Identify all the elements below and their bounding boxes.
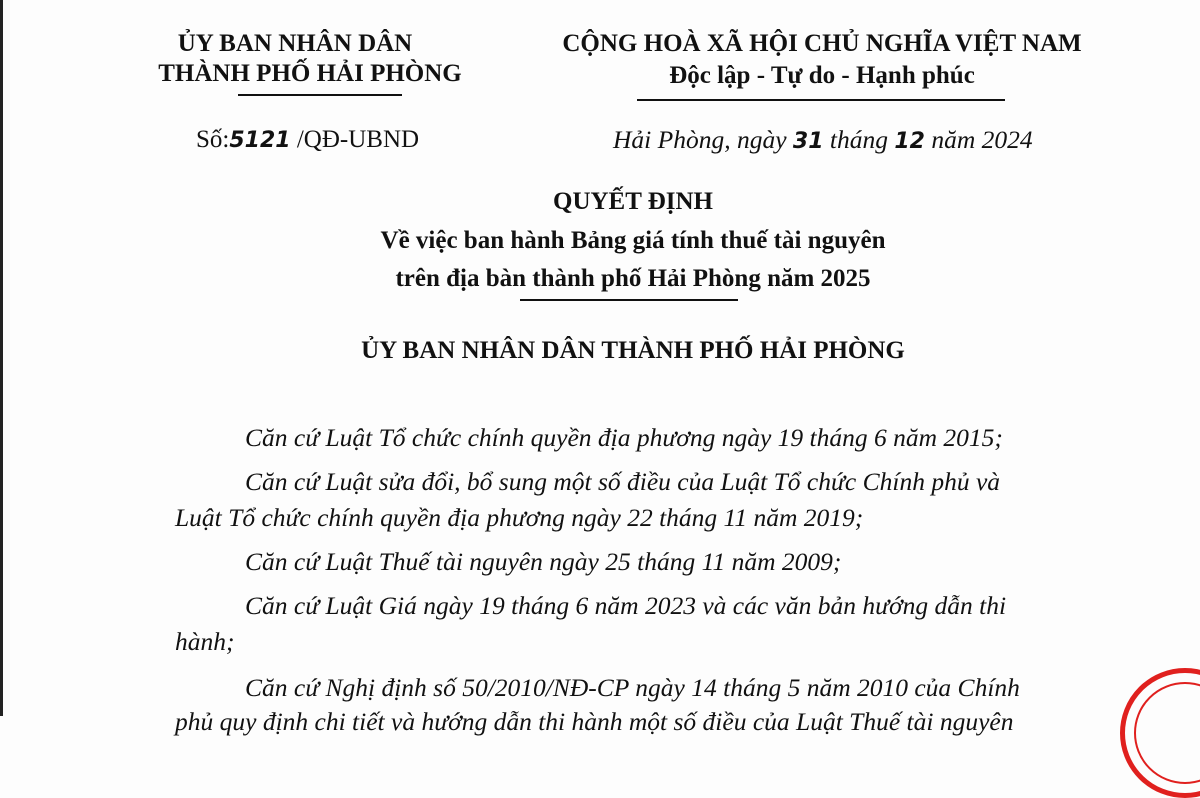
number-prefix: Số:	[196, 126, 230, 153]
subtitle-underline	[520, 299, 738, 301]
national-motto: Độc lập - Tự do - Hạnh phúc	[669, 62, 975, 89]
body-line: Luật Tổ chức chính quyền địa phương ngày 22 tháng 11 năm 2019;	[175, 503, 864, 532]
decision-heading: QUYẾT ĐỊNH	[553, 188, 713, 215]
agency-underline	[238, 94, 402, 96]
body-line: Căn cứ Luật sửa đổi, bổ sung một số điều của Luật Tổ chức Chính phủ và	[245, 467, 1001, 496]
document-number	[196, 126, 419, 154]
scan-edge	[0, 0, 3, 716]
number-suffix: /QĐ-UBND	[290, 126, 420, 153]
year-text: năm 2024	[925, 125, 1033, 154]
number-handwritten: 5121	[229, 128, 291, 153]
day-handwritten: 31	[792, 129, 824, 154]
body-line: Căn cứ Luật Tổ chức chính quyền địa phương ngày 19 tháng 6 năm 2015;	[245, 423, 1003, 452]
body-line: phủ quy định chi tiết và hướng dẫn thi hành một số điều của Luật Thuế tài nguyên	[175, 707, 1014, 736]
national-title: CỘNG HOÀ XÃ HỘI CHỦ NGHĨA VIỆT NAM	[562, 30, 1082, 57]
body-line: Căn cứ Nghị định số 50/2010/NĐ-CP ngày 14 tháng 5 năm 2010 của Chính	[245, 673, 1020, 702]
agency-name-line1: ỦY BAN NHÂN DÂN	[177, 30, 413, 57]
month-handwritten: 12	[894, 129, 925, 154]
body-line: Căn cứ Luật Thuế tài nguyên ngày 25 tháng 11 năm 2009;	[245, 547, 842, 576]
month-label: tháng	[823, 125, 895, 154]
body-line: Căn cứ Luật Giá ngày 19 tháng 6 năm 2023 và các văn bản hướng dẫn thi	[245, 591, 1007, 620]
decision-subtitle-line1: Về việc ban hành Bảng giá tính thuế tài nguyên	[380, 227, 886, 254]
issuer-heading: ỦY BAN NHÂN DÂN THÀNH PHỐ HẢI PHÒNG	[361, 337, 905, 364]
body-line: hành;	[175, 627, 235, 656]
motto-underline	[637, 99, 1005, 101]
decision-subtitle-line2: trên địa bàn thành phố Hải Phòng năm 2025	[395, 265, 871, 292]
agency-name-line2: THÀNH PHỐ HẢI PHÒNG	[158, 60, 462, 87]
issue-date	[613, 125, 1033, 155]
date-prefix: Hải Phòng, ngày	[613, 125, 793, 154]
